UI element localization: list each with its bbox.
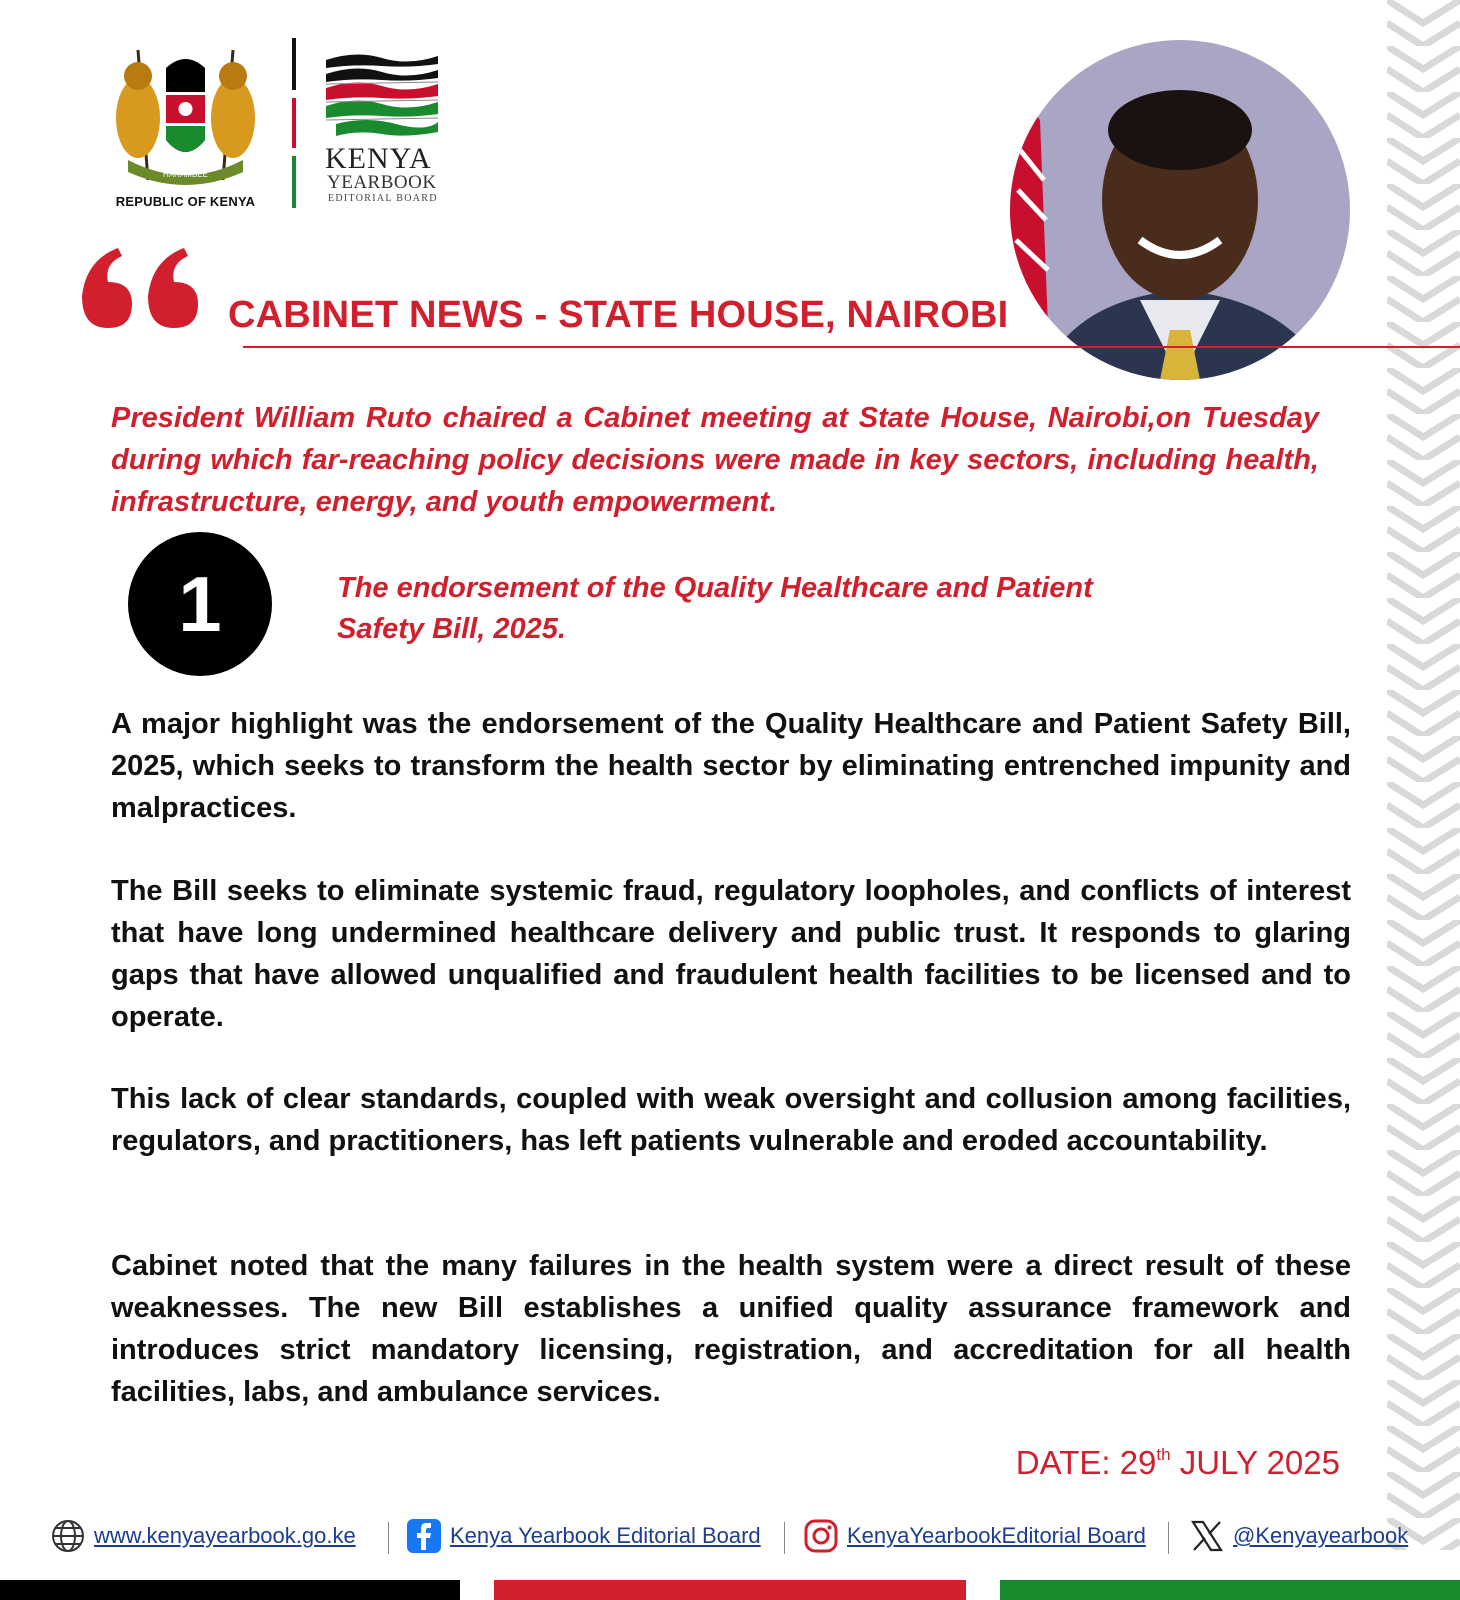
body-paragraph: This lack of clear standards, coupled with weak oversight and collusion among facilities, regulators, and practitioners, has left patients vulnerable and eroded accountability. <box>111 1083 1351 1157</box>
x-twitter-icon <box>1189 1518 1225 1554</box>
quote-mark-icon <box>78 244 203 330</box>
date-ordinal-suffix: th <box>1156 1445 1171 1464</box>
globe-icon <box>50 1518 86 1554</box>
footer-website-link[interactable] <box>50 1518 356 1554</box>
decorative-chevron-border <box>1387 0 1460 1550</box>
footer-instagram-link[interactable] <box>803 1518 1146 1554</box>
facebook-page-name[interactable]: Kenya Yearbook Editorial Board <box>450 1523 761 1548</box>
divider-bar-black <box>292 38 296 90</box>
kenya-coat-of-arms-icon <box>108 40 263 190</box>
kyeb-logo-board-text: EDITORIAL BOARD <box>328 193 438 204</box>
date-prefix: DATE: 29 <box>1015 1444 1157 1481</box>
x-handle[interactable]: @Kenyayearbook <box>1233 1523 1409 1548</box>
headline-underline <box>243 346 1460 348</box>
divider-bar-red <box>292 98 296 148</box>
divider-bar-green <box>292 156 296 208</box>
footer-separator <box>388 1522 389 1554</box>
lead-paragraph: President William Ruto chaired a Cabinet meeting at State House, Nairobi,on Tuesday during which far-reaching policy decisions were made in key sectors, including health, infrastructure, energy, and youth empowerment. <box>111 402 1319 518</box>
republic-of-kenya-caption: REPUBLIC OF KENYA <box>115 194 256 209</box>
footer-separator <box>784 1522 785 1554</box>
kyeb-flag-logo-icon <box>326 50 438 142</box>
item-number-badge: 1 <box>128 532 272 676</box>
facebook-icon <box>406 1518 442 1554</box>
publication-date <box>1016 1444 1340 1482</box>
page-headline: CABINET NEWS - STATE HOUSE, NAIROBI <box>228 294 1009 336</box>
kyeb-logo-yearbook-text: YEARBOOK <box>327 172 437 193</box>
date-month-year: JULY 2025 <box>1170 1444 1340 1481</box>
body-paragraph: The Bill seeks to eliminate systemic fraud, regulatory loopholes, and conflicts of interest that have long undermined healthcare delivery and public trust. It responds to glaring gaps that have allowed unqualified and fraudulent health facilities to be licensed and to operate. <box>111 875 1351 1033</box>
footer-separator <box>1168 1522 1169 1554</box>
coat-of-arms-motto: HARAMBEE <box>163 170 208 179</box>
kyeb-logo-kenya-text: KENYA <box>325 142 432 175</box>
footer-band-green <box>1000 1580 1460 1600</box>
body-paragraph: A major highlight was the endorsement of the Quality Healthcare and Patient Safety Bill, 2025, which seeks to transform the health sector by eliminating entrenched impunity and malpractices. <box>111 708 1351 824</box>
instagram-icon <box>803 1518 839 1554</box>
footer-facebook-link[interactable] <box>406 1518 761 1554</box>
item-title: The endorsement of the Quality Healthcare and Patient Safety Bill, 2025. <box>337 572 1093 645</box>
president-portrait-photo <box>1010 40 1350 380</box>
footer-x-link[interactable] <box>1189 1518 1408 1554</box>
footer-band-red <box>494 1580 966 1600</box>
body-paragraph: Cabinet noted that the many failures in the health system were a direct result of these weaknesses. The new Bill establishes a unified quality assurance framework and introduces strict mandatory licensing, registration, and accreditation for all health facilities, labs, and ambulance services. <box>111 1250 1351 1408</box>
footer-band-black <box>0 1580 460 1600</box>
website-url[interactable]: www.kenyayearbook.go.ke <box>94 1523 356 1548</box>
instagram-account-name[interactable]: KenyaYearbookEditorial Board <box>847 1523 1146 1548</box>
